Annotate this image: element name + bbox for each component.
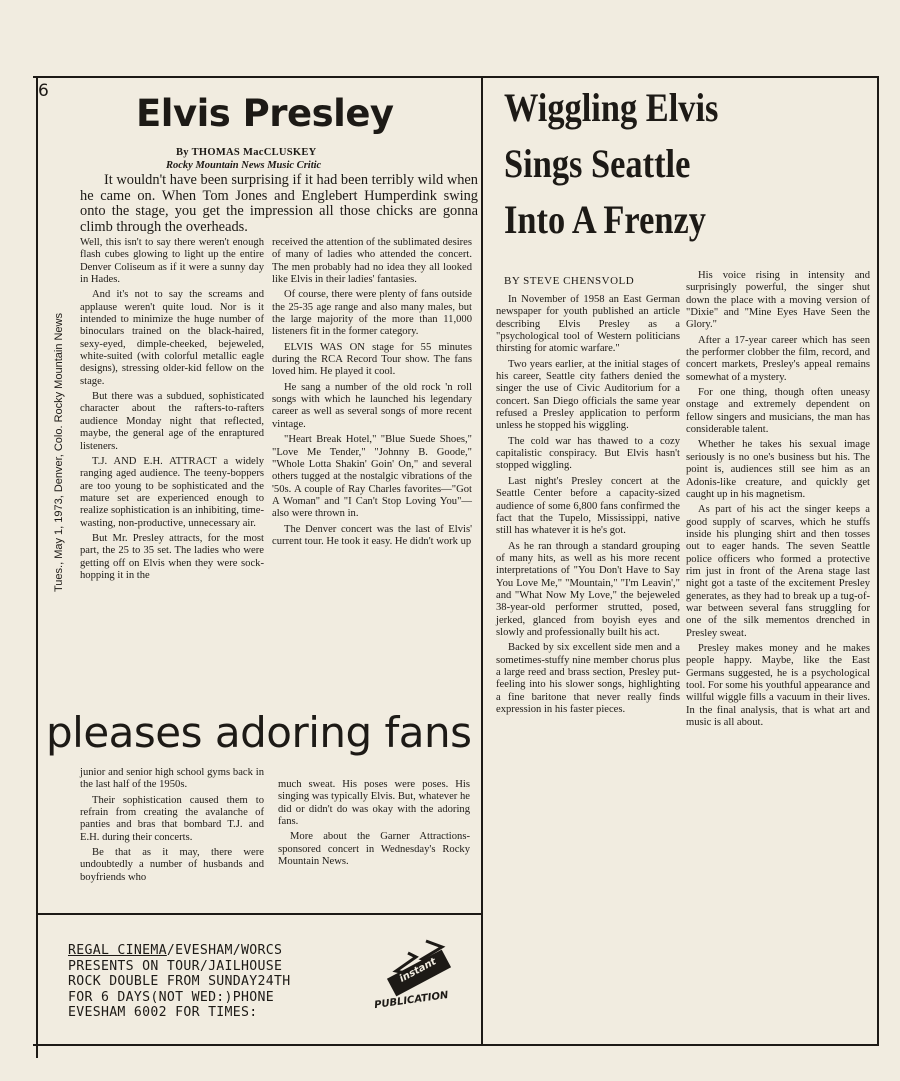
top-rule — [33, 76, 879, 78]
left-byline-role: Rocky Mountain News Music Critic — [166, 160, 322, 171]
paragraph: After a 17-year career which has seen the performer clobber the film, record, and concert markets, Presley's appeal remains somewhat of a mystery. — [686, 334, 870, 383]
paragraph: For one thing, though often uneasy onstage and extremely dependent on fellow singers and musicians, the man has considerable talent. — [686, 387, 870, 436]
paragraph: Be that as it may, there were undoubtedly a number of husbands and boyfriends who — [80, 847, 264, 883]
center-rule — [481, 78, 483, 1044]
paragraph: Last night's Presley concert at the Seattle Center before a capacity-sized audience of some 6,800 fans confirmed the fact that the Tupelo, Mississippi, native still has whatever it is he's got. — [496, 475, 680, 537]
instant-publication-stamp — [368, 935, 478, 1020]
paragraph: He sang a number of the old rock 'n roll songs with which he launched his legendary career as well as several songs of more recent vintage. — [272, 381, 472, 430]
paragraph: Whether he takes his sexual image seriously is no one's business but his. The point is, audiences still see him as an Adonis-like creature, and quickly get caught up in his magnetism. — [686, 439, 870, 500]
stamp-word-instant: instant — [397, 956, 439, 985]
paragraph: much sweat. His poses were poses. His singing was typically Elvis. But, whatever he did or didn't do was okay with the adoring fans. — [278, 779, 470, 828]
left-byline: By THOMAS MacCLUSKEY — [176, 147, 317, 158]
paragraph: Well, this isn't to say there weren't enough flash cubes glowing to light up the entire Denver Coliseum as if it were a sunny day in Hades. — [80, 237, 264, 286]
note-line: FOR 6 DAYS(NOT WED:)PHONE — [68, 989, 274, 1005]
stamp-word-publication: PUBLICATION — [373, 989, 450, 1012]
paragraph: The cold war has thawed to a cozy capitalistic conspiracy. But Elvis hasn't stopped wiggling. — [496, 435, 680, 472]
paragraph: As he ran through a standard grouping of many hits, as well as his more recent interpretations of "You Don't Have to Say You Love Me," "Mountain," "I'm Leavin'," and "What Now My Love," the bejeweled 38-year-old performer strutted, posed, jerked, glanced from boyish eyes and slowly and professionally built his act. — [496, 540, 680, 638]
left-subheadline: pleases adoring fans — [46, 708, 472, 757]
headline-line: Into A Frenzy — [504, 197, 706, 242]
bottom-rule — [33, 1044, 879, 1046]
paragraph: As part of his act the singer keeps a good supply of scarves, which he stuffs inside his plunging shirt and then tosses out to eager hands. The seven Seattle police officers who formed a protective rim just in front of the Arena stage last night got a taste of the excitement Presley generates, as they had to break up a tug-of-war between several fans struggling for one of the silk mementos drenched in Presley sweat. — [686, 504, 870, 639]
left-column-3 — [80, 767, 264, 887]
paragraph: T.J. AND E.H. ATTRACT a widely ranging aged audience. The teeny-boppers are too young to be sophisticated and the mature set are experienced enough to realize sophistication is an inhibiting, time-wasting, non-productive, unnecessary air. — [80, 455, 264, 529]
left-headline: Elvis Presley — [136, 92, 394, 135]
left-rule — [36, 76, 38, 1058]
paragraph: In November of 1958 an East German newspaper for youth published an article describing Elvis Presley as a "psychological tool of Western politicians thirsting for atomic warfare." — [496, 294, 680, 355]
headline-line: Sings Seattle — [504, 141, 691, 186]
note-line: EVESHAM 6002 FOR TIMES: — [68, 1005, 258, 1020]
paragraph: Two years earlier, at the initial stages of his career, Seattle city fathers denied the singer the use of Civic Auditorium for a concert. San Diego officials the same year refused a Presley application to perform unless he stopped his wiggling. — [496, 358, 680, 432]
paragraph: Their sophistication caused them to refrain from creating the avalanche of panties and bras that bombard T.J. and E.H. during their concerts. — [80, 794, 264, 843]
paragraph: The Denver concert was the last of Elvis' current tour. He took it easy. He didn't work up — [272, 523, 472, 547]
note-cinema-name: REGAL CINEMA — [68, 943, 167, 958]
paragraph: junior and senior high school gyms back in the last half of the 1950s. — [80, 767, 264, 791]
right-column-1 — [496, 294, 680, 719]
paragraph: Backed by six excellent side men and a sometimes-stuffy nine member chorus plus a large reed and brass section, Presley put-feeling into his slower songs, highlighting a fine baritone that never really finds expression in his faster pieces. — [496, 642, 680, 715]
right-rule — [877, 76, 879, 1046]
sidebar-dateline: Tues., May 1, 1973, Denver, Colo. Rocky Mountain News — [53, 313, 65, 592]
left-column-1 — [80, 237, 264, 585]
paragraph: More about the Garner Attractions-sponsored concert in Wednesday's Rocky Mountain News. — [278, 831, 470, 868]
right-byline: BY STEVE CHENSVOLD — [504, 275, 635, 287]
handwritten-note — [68, 943, 368, 1021]
note-line: ROCK DOUBLE FROM SUNDAY24TH — [68, 974, 291, 989]
note-line — [68, 943, 368, 959]
paragraph: And it's not to say the screams and applause weren't quite loud. Nor is it intended to minimize the huge number of binoculars trained on the black-haired, sexy-eyed, dimple-cheeked, bejeweled, white-suited (with colorful metallic eagle designs), stressing older-kid fellow on the stage. — [80, 289, 264, 387]
note-line: PRESENTS ON TOUR/JAILHOUSE — [68, 958, 283, 974]
paragraph: "Heart Break Hotel," "Blue Suede Shoes," "Love Me Tender," "Johnny B. Goode," "Whole Lotta Shakin' Goin' On," and several others tugged at the nostalgic vibrations of the '50s. A couple of Ray Charles favorites—"Got A Woman" and "I Can't Stop Loving You"—also were thrown in. — [272, 434, 472, 520]
right-column-2 — [686, 270, 870, 732]
note-location: /EVESHAM/WORCS — [166, 943, 283, 958]
right-headline — [504, 80, 848, 248]
paragraph: His voice rising in intensity and surprisingly powerful, the singer shut down the place with a moving version of "Dixie" and "Mine Eyes Have Seen the Glory." — [686, 270, 870, 331]
headline-line: Wiggling Elvis — [504, 85, 719, 130]
paragraph: But there was a subdued, sophisticated character about the rafters-to-rafters audience Monday night that reflected, maybe, the general age of the enraptured listeners. — [80, 391, 264, 452]
left-column-4 — [278, 779, 470, 871]
paragraph: Presley makes money and he makes people happy. Maybe, like the East Germans suggested, he is a psychological tool. For some his youthful appearance and willful wiggle fills a vacuum in their lives. In the final analysis, that is what art and music is all about. — [686, 642, 870, 729]
left-column-2 — [272, 237, 472, 551]
paragraph: Of course, there were plenty of fans outside the 25-35 age range and also many males, but the large majority of the more than 11,000 listeners fit in the former category. — [272, 289, 472, 338]
paragraph: ELVIS WAS ON stage for 55 minutes during the RCA Record Tour show. The fans loved him. He played it cool. — [272, 341, 472, 378]
paragraph: received the attention of the sublimated desires of many of ladies who attended the concert. The men probably had no idea they all looked like Elvis in their ladies' fantasies. — [272, 237, 472, 286]
paragraph: But Mr. Presley attracts, for the most part, the 25 to 35 set. The ladies who were getting off on Elvis when they were sock-hopping it in the — [80, 532, 264, 581]
page-number: 6 — [38, 81, 49, 101]
left-lead-paragraph: It wouldn't have been surprising if it had been terribly wild when he came on. When Tom Jones and Englebert Humperdink swing onto the stage, you get the impression all those chicks are gonna climb through the overheads. — [80, 172, 478, 235]
note-top-rule — [37, 913, 481, 915]
